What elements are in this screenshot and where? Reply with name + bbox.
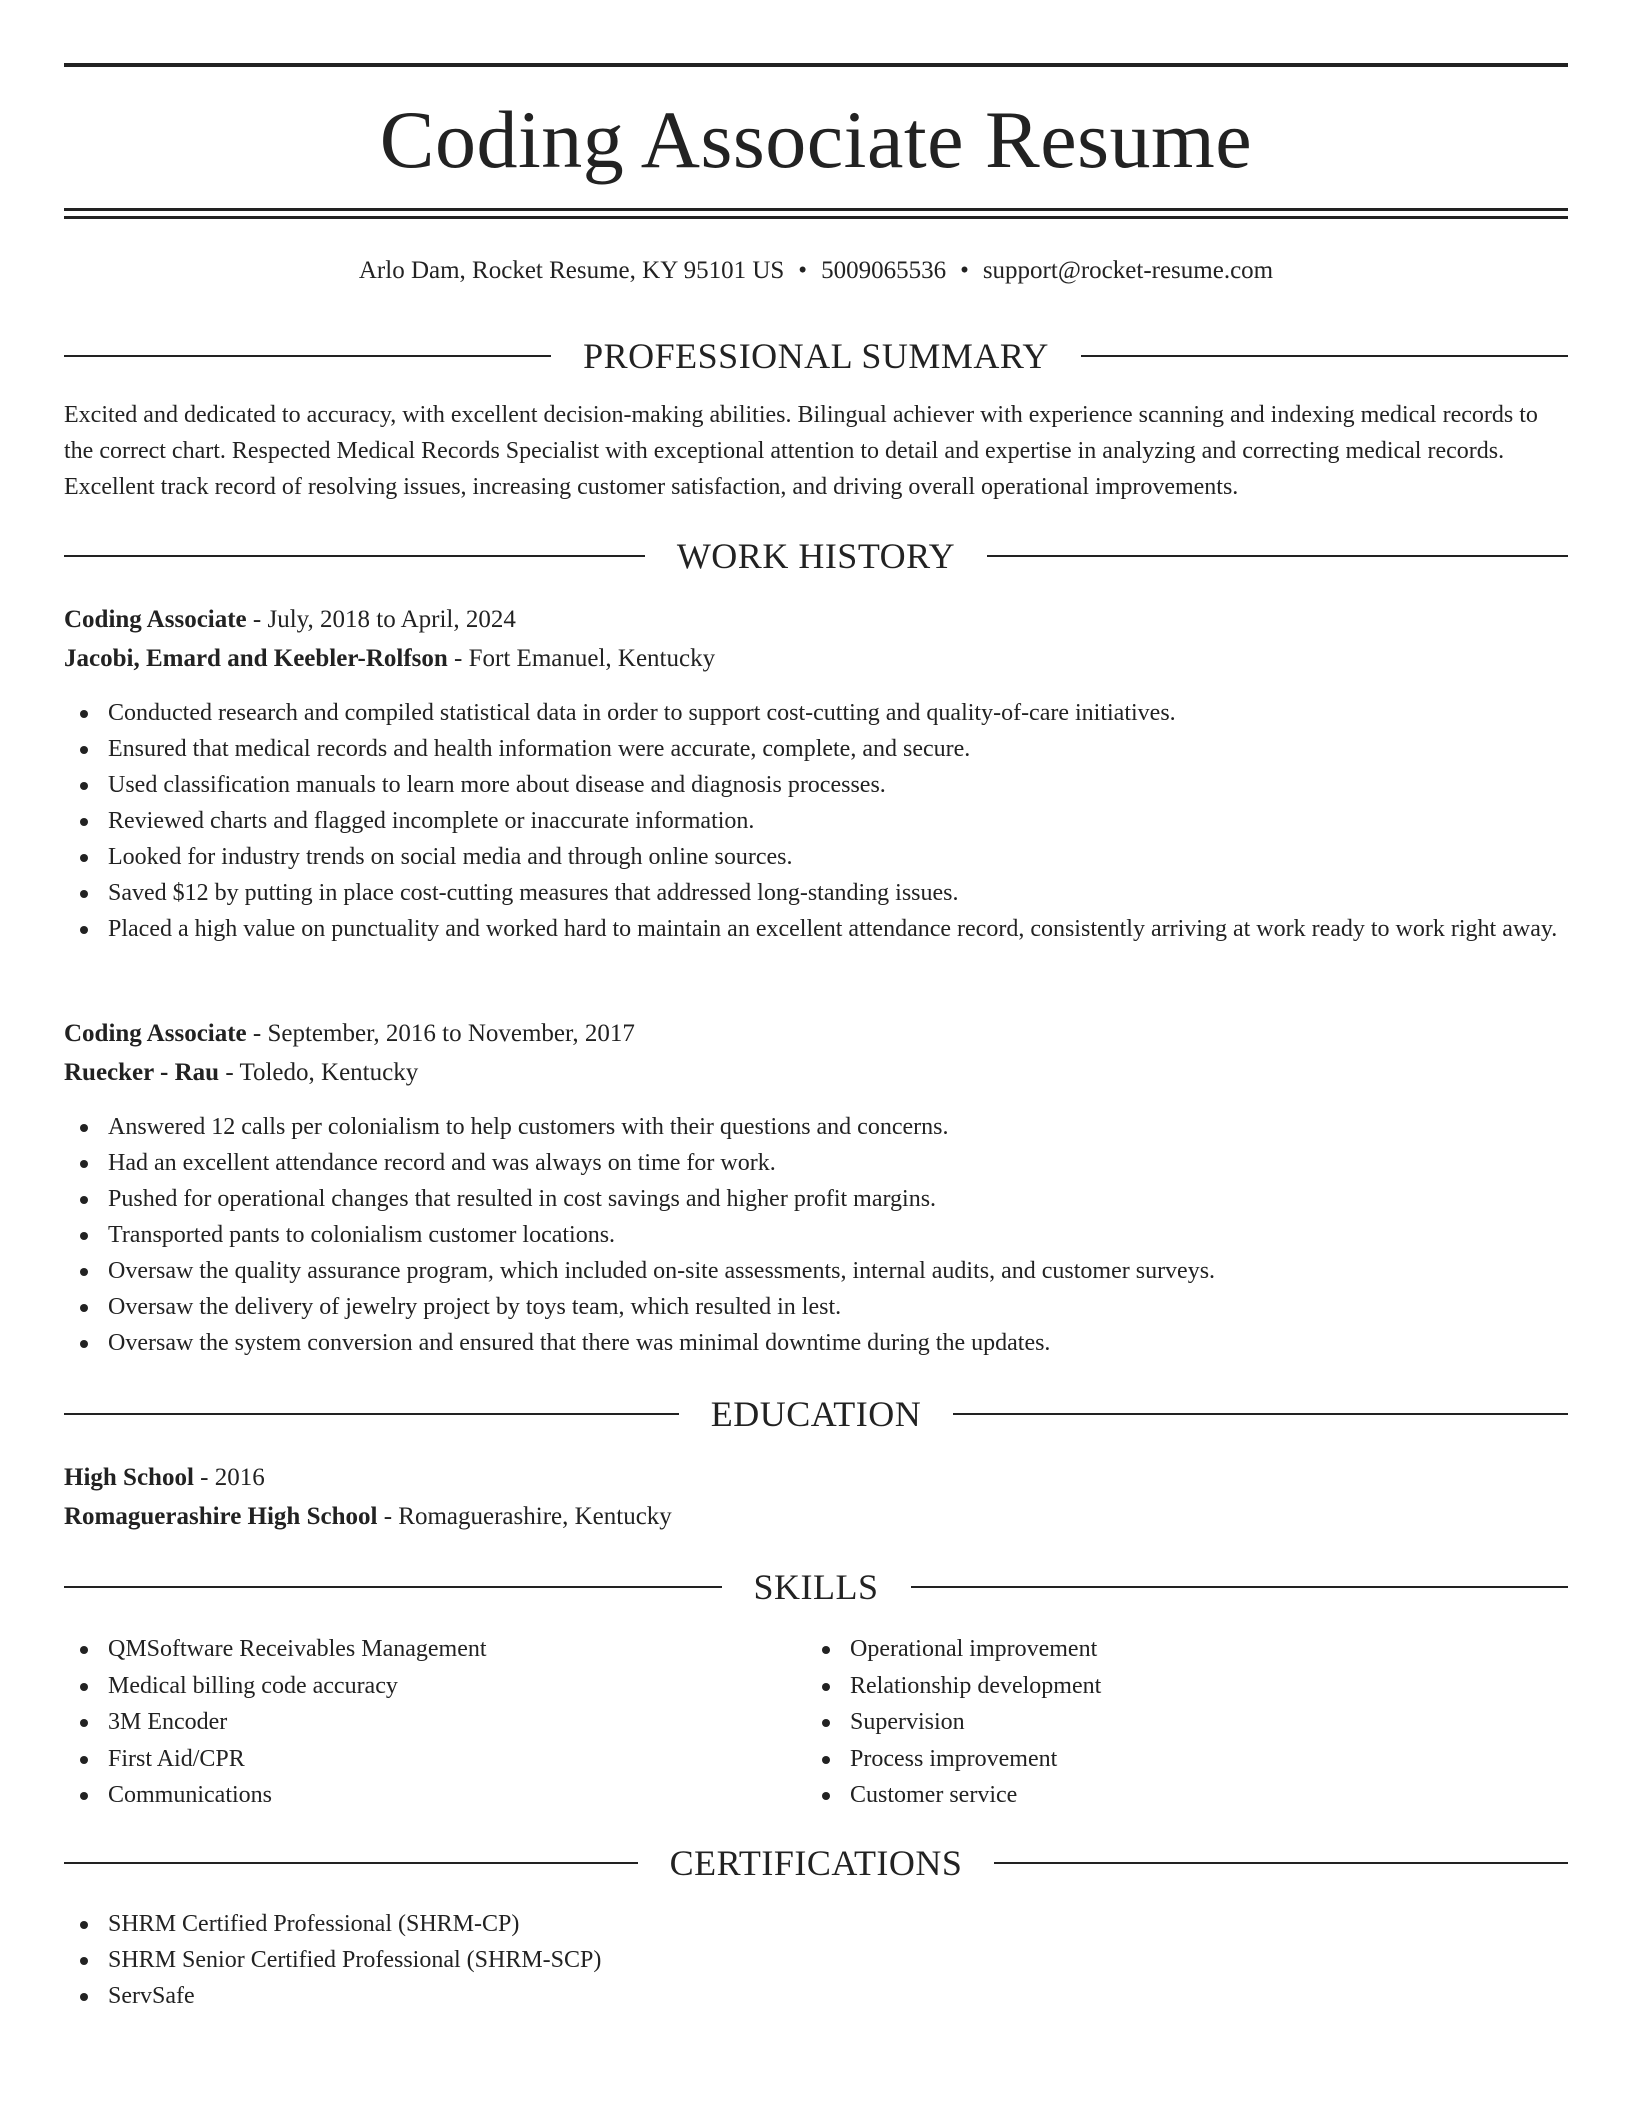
list-item: Supervision bbox=[806, 1704, 1496, 1741]
summary-text: Excited and dedicated to accuracy, with excellent decision-making abilities. Bilingual achiever with experience scanning and indexing medical records to the correct chart. Respected Medical Records Specialist with exceptional attention to detail and expertise in analyzing and correcting medical records. Excellent track record of resolving issues, increasing customer satisfaction, and driving overall operational improvements. bbox=[64, 402, 1538, 500]
contact-separator: • bbox=[960, 257, 969, 284]
job-company-line: Ruecker - Rau - Toledo, Kentucky bbox=[64, 1059, 419, 1086]
job-title: Coding Associate bbox=[64, 606, 247, 633]
heading-rule-right bbox=[911, 1586, 1569, 1588]
list-item: Placed a high value on punctuality and worked hard to maintain an excellent attendance record, consistently arriving at work ready to work right away. bbox=[64, 911, 1568, 947]
job-title: Coding Associate bbox=[64, 1020, 247, 1047]
list-item: Communications bbox=[64, 1777, 754, 1814]
job-company-line: Jacobi, Emard and Keebler-Rolfson - Fort Emanuel, Kentucky bbox=[64, 645, 716, 672]
heading-rule-right bbox=[1081, 355, 1568, 357]
section-heading-work bbox=[64, 534, 1568, 578]
list-item: Used classification manuals to learn more about disease and diagnosis processes. bbox=[64, 767, 1568, 803]
title-rule-lower bbox=[64, 216, 1568, 219]
title-rule-upper bbox=[64, 208, 1568, 211]
list-item: Transported pants to colonialism customer locations. bbox=[64, 1217, 1568, 1253]
list-item: ServSafe bbox=[64, 1978, 1568, 2014]
contact-line bbox=[64, 254, 1568, 288]
job-bullets bbox=[64, 1109, 1568, 1361]
list-item: Relationship development bbox=[806, 1668, 1496, 1705]
job-location: Toledo, Kentucky bbox=[239, 1059, 419, 1086]
section-title: SKILLS bbox=[753, 1567, 879, 1607]
heading-rule-right bbox=[994, 1862, 1568, 1864]
section-title: PROFESSIONAL SUMMARY bbox=[583, 336, 1049, 376]
job-location: Fort Emanuel, Kentucky bbox=[468, 645, 716, 672]
list-item: 3M Encoder bbox=[64, 1704, 754, 1741]
heading-rule-left bbox=[64, 355, 551, 357]
list-item: Operational improvement bbox=[806, 1631, 1496, 1668]
list-item: SHRM Senior Certified Professional (SHRM-SCP) bbox=[64, 1942, 1568, 1978]
heading-rule-left bbox=[64, 1586, 722, 1588]
job-title-line: Coding Associate - July, 2018 to April, 2024 bbox=[64, 606, 516, 633]
section-heading-certifications bbox=[64, 1841, 1568, 1885]
heading-rule-left bbox=[64, 555, 645, 557]
heading-rule-left bbox=[64, 1413, 679, 1415]
education-school-line: Romaguerashire High School - Romaguerashire, Kentucky bbox=[64, 1503, 672, 1530]
list-item: Saved $12 by putting in place cost-cutting measures that addressed long-standing issues. bbox=[64, 875, 1568, 911]
list-item: Medical billing code accuracy bbox=[64, 1668, 754, 1705]
contact-email: support@rocket-resume.com bbox=[982, 257, 1274, 284]
list-item: Answered 12 calls per colonialism to help customers with their questions and concerns. bbox=[64, 1109, 1568, 1145]
section-title: CERTIFICATIONS bbox=[669, 1843, 963, 1883]
section-heading-education bbox=[64, 1392, 1568, 1436]
list-item: Oversaw the delivery of jewelry project by toys team, which resulted in lest. bbox=[64, 1289, 1568, 1325]
skills-list-right bbox=[806, 1631, 1496, 1814]
list-item: Conducted research and compiled statistical data in order to support cost-cutting and quality-of-care initiatives. bbox=[64, 695, 1568, 731]
list-item: Reviewed charts and flagged incomplete or inaccurate information. bbox=[64, 803, 1568, 839]
top-rule bbox=[64, 63, 1568, 67]
education-degree: High School bbox=[64, 1464, 194, 1491]
list-item: Process improvement bbox=[806, 1741, 1496, 1778]
list-item: Ensured that medical records and health information were accurate, complete, and secure. bbox=[64, 731, 1568, 767]
list-item: First Aid/CPR bbox=[64, 1741, 754, 1778]
list-item: Oversaw the quality assurance program, which included on-site assessments, internal audits, and customer surveys. bbox=[64, 1253, 1568, 1289]
certifications-list bbox=[64, 1906, 1568, 2014]
heading-rule-left bbox=[64, 1862, 638, 1864]
contact-phone: 5009065536 bbox=[821, 257, 947, 284]
section-title: WORK HISTORY bbox=[676, 536, 956, 576]
job-dates: September, 2016 to November, 2017 bbox=[267, 1020, 635, 1047]
skills-list-left bbox=[64, 1631, 754, 1814]
list-item: QMSoftware Receivables Management bbox=[64, 1631, 754, 1668]
list-item: SHRM Certified Professional (SHRM-CP) bbox=[64, 1906, 1568, 1942]
job-dates: July, 2018 to April, 2024 bbox=[267, 606, 516, 633]
section-heading-skills bbox=[64, 1565, 1568, 1609]
heading-rule-right bbox=[987, 555, 1568, 557]
job-company: Jacobi, Emard and Keebler-Rolfson bbox=[64, 645, 448, 672]
education-location: Romaguerashire, Kentucky bbox=[398, 1503, 672, 1530]
heading-rule-right bbox=[953, 1413, 1568, 1415]
list-item: Pushed for operational changes that resulted in cost savings and higher profit margins. bbox=[64, 1181, 1568, 1217]
list-item: Had an excellent attendance record and was always on time for work. bbox=[64, 1145, 1568, 1181]
list-item: Customer service bbox=[806, 1777, 1496, 1814]
section-title: EDUCATION bbox=[710, 1394, 922, 1434]
list-item: Oversaw the system conversion and ensured that there was minimal downtime during the updates. bbox=[64, 1325, 1568, 1361]
page-title: Coding Associate Resume bbox=[379, 94, 1253, 185]
list-item: Looked for industry trends on social media and through online sources. bbox=[64, 839, 1568, 875]
job-company: Ruecker - Rau bbox=[64, 1059, 220, 1086]
section-heading-summary bbox=[64, 334, 1568, 378]
education-degree-line: High School - 2016 bbox=[64, 1464, 265, 1491]
education-year: 2016 bbox=[214, 1464, 265, 1491]
job-title-line: Coding Associate - September, 2016 to November, 2017 bbox=[64, 1020, 635, 1047]
education-school: Romaguerashire High School bbox=[64, 1503, 378, 1530]
contact-separator: • bbox=[798, 257, 808, 284]
contact-address: Arlo Dam, Rocket Resume, KY 95101 US bbox=[358, 257, 785, 284]
job-bullets bbox=[64, 695, 1568, 947]
